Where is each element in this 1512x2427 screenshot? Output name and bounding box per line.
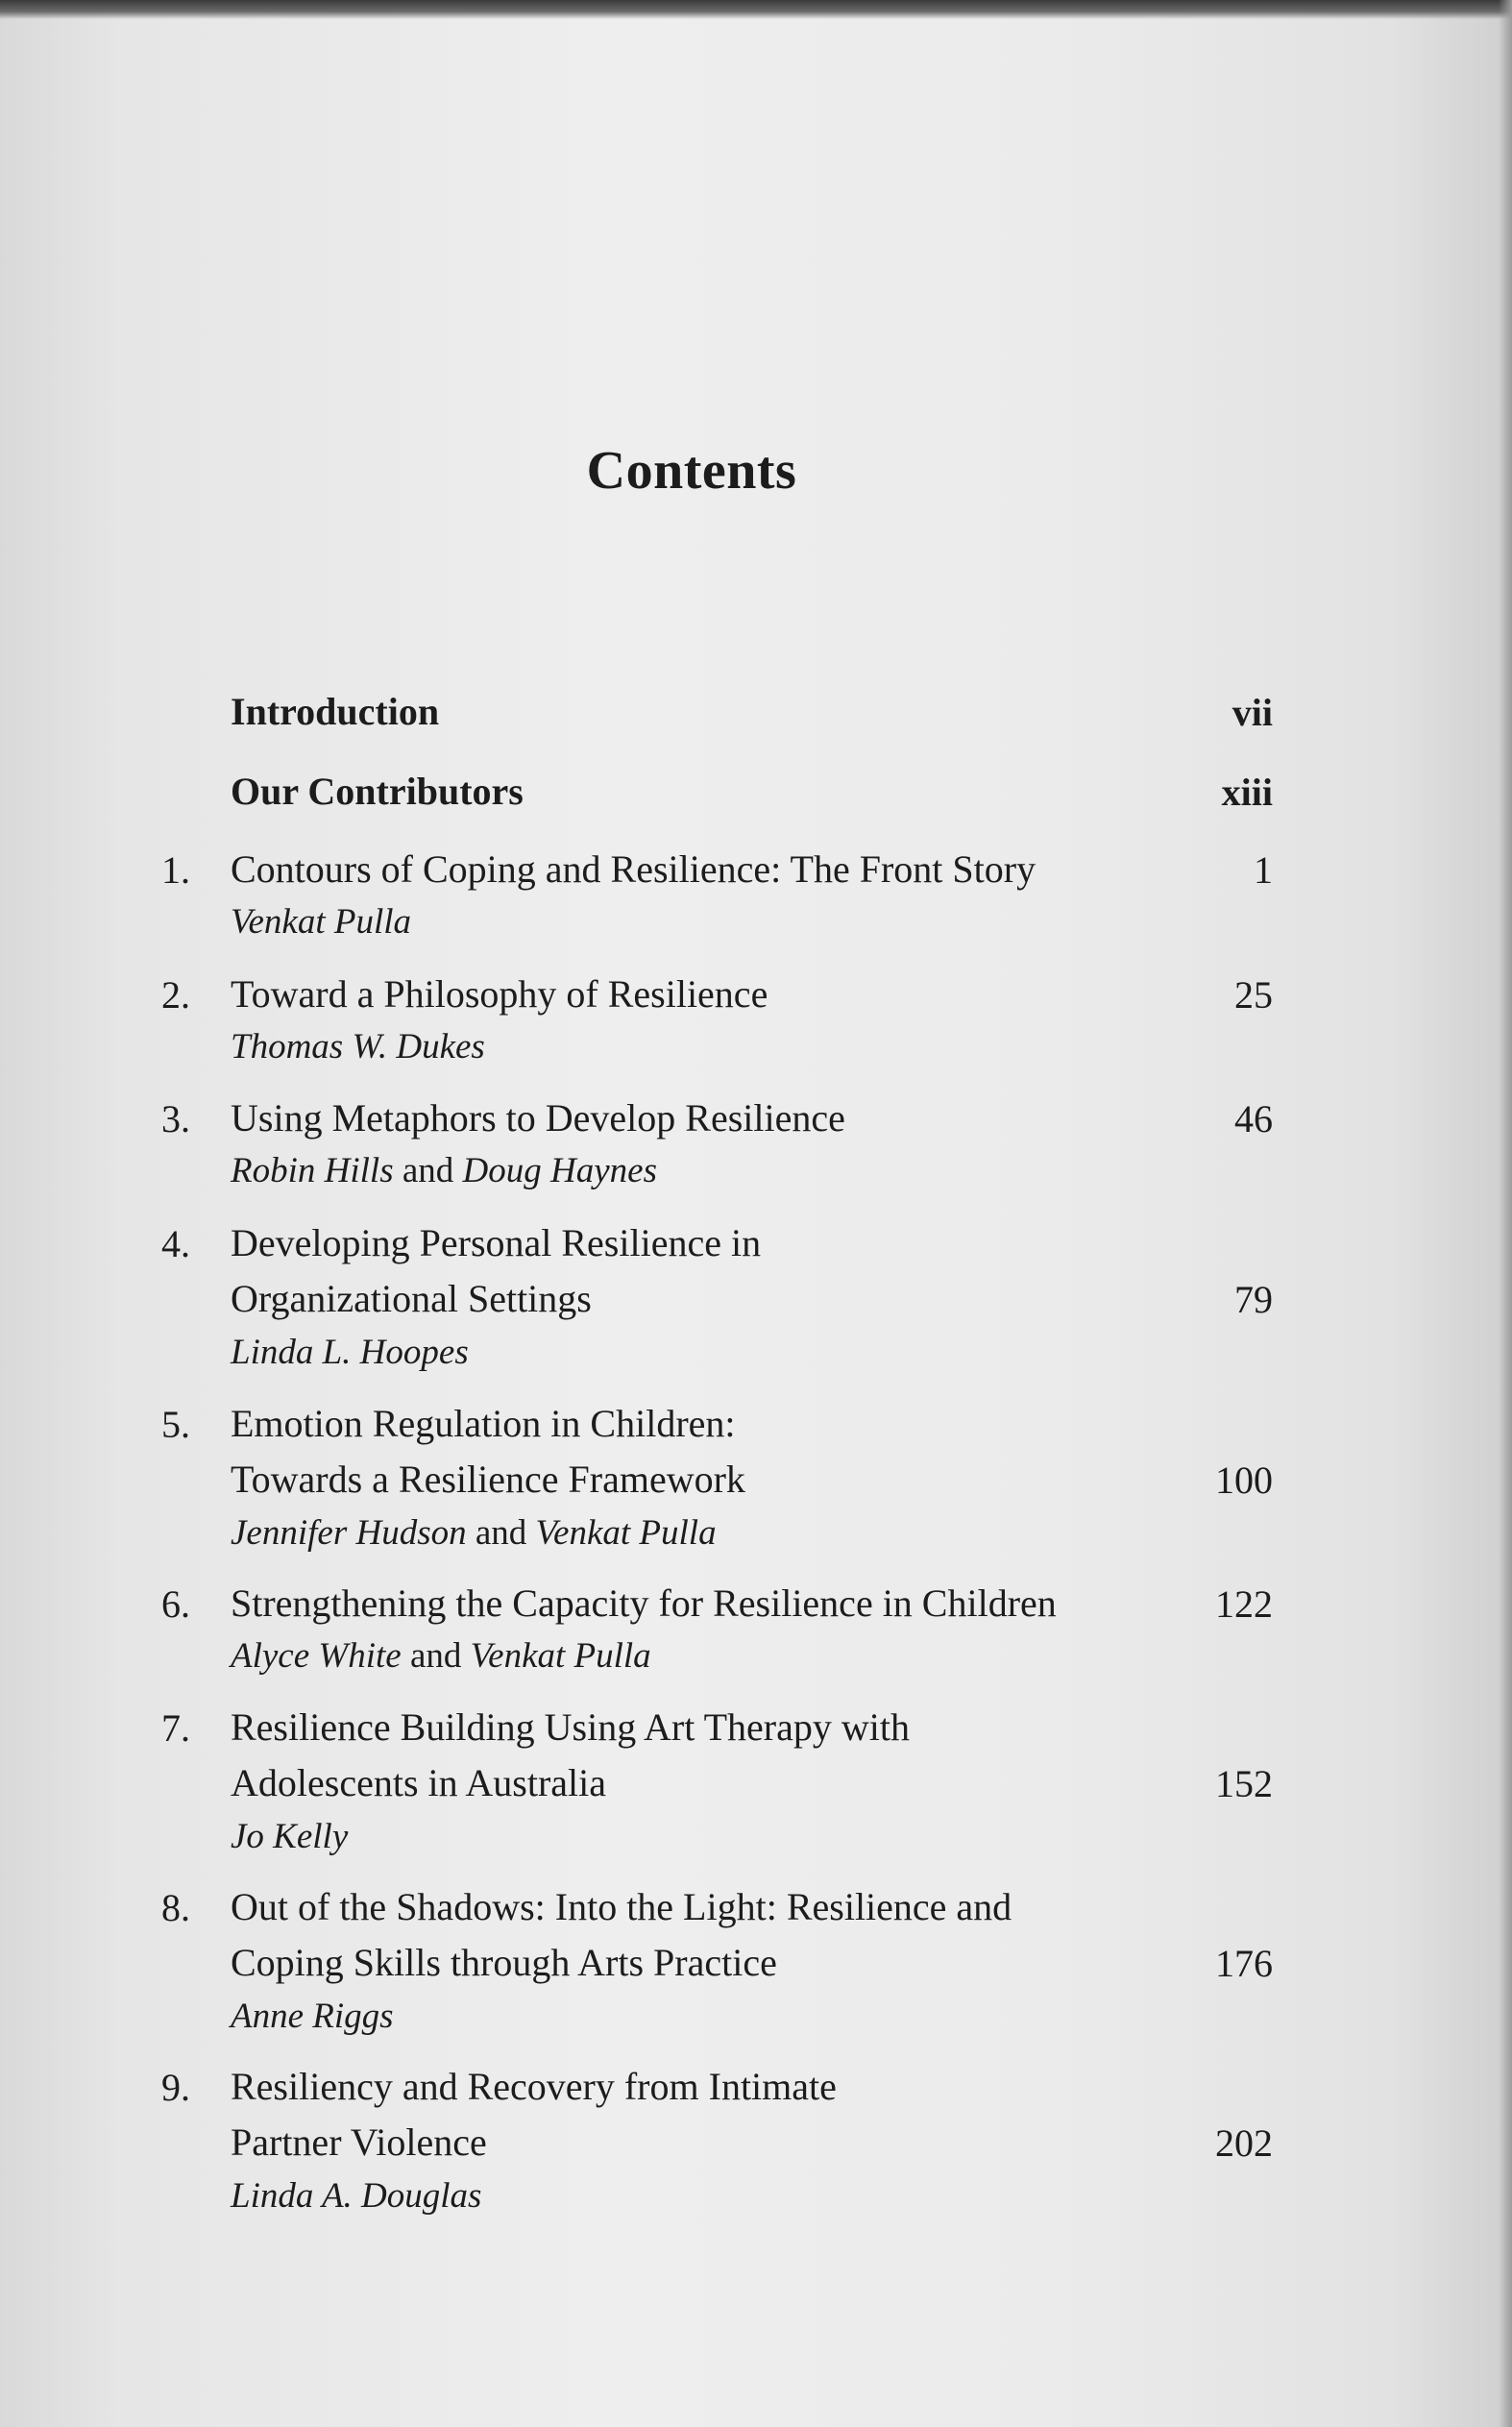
chapter-page: 202 <box>1215 2121 1273 2165</box>
chapter-page: 1 <box>1254 848 1273 892</box>
author-name: Robin Hills <box>231 1151 394 1190</box>
chapter-title-line: Resilience Building Using Art Therapy with <box>231 1705 910 1749</box>
toc-entry-title: Introduction <box>231 690 440 733</box>
author-name: Linda A. Douglas <box>231 2176 482 2216</box>
chapter-number: 5. <box>161 1403 190 1446</box>
chapter-number: 7. <box>161 1706 190 1750</box>
author-separator: and <box>402 1151 454 1190</box>
chapter-title-line: Coping Skills through Arts Practice <box>231 1941 777 1984</box>
author-name: Venkat Pulla <box>535 1513 717 1553</box>
author-name: Anne Riggs <box>231 1997 394 2036</box>
chapter-title-line: Strengthening the Capacity for Resilience in Children <box>231 1581 1057 1625</box>
chapter-number: 9. <box>161 2066 190 2109</box>
chapter-title-line: Organizational Settings <box>231 1277 592 1320</box>
chapter-title-line: Adolescents in Australia <box>231 1761 607 1804</box>
author-name: Doug Haynes <box>462 1151 657 1190</box>
chapter-authors <box>231 1512 717 1554</box>
chapter-number: 6. <box>161 1582 190 1626</box>
page-shadow-top <box>0 0 1512 19</box>
author-name: Thomas W. Dukes <box>231 1027 485 1066</box>
chapter-number: 3. <box>161 1097 190 1140</box>
chapter-title-line: Out of the Shadows: Into the Light: Resilience and <box>231 1885 1012 1928</box>
chapter-title-line: Contours of Coping and Resilience: The Front Story <box>231 847 1036 891</box>
chapter-title-line: Toward a Philosophy of Resilience <box>231 972 768 1016</box>
chapter-title-line: Using Metaphors to Develop Resilience <box>231 1096 845 1140</box>
chapter-page: 46 <box>1234 1097 1273 1140</box>
chapter-number: 4. <box>161 1222 190 1265</box>
toc-entry-page: vii <box>1232 691 1273 734</box>
author-name: Venkat Pulla <box>470 1636 651 1676</box>
author-name: Venkat Pulla <box>231 902 412 942</box>
chapter-page: 122 <box>1215 1582 1273 1626</box>
toc-entry-title: Our Contributors <box>231 770 524 813</box>
chapter-page: 176 <box>1215 1942 1273 1985</box>
author-name: Linda L. Hoopes <box>231 1333 469 1372</box>
chapter-authors <box>231 1150 657 1191</box>
chapter-authors <box>231 1332 469 1373</box>
chapter-title-line: Emotion Regulation in Children: <box>231 1402 736 1445</box>
chapter-authors <box>231 1996 394 2037</box>
author-name: Jo Kelly <box>231 1817 349 1856</box>
chapter-page: 79 <box>1234 1278 1273 1321</box>
chapter-page: 25 <box>1234 973 1273 1017</box>
chapter-authors <box>231 2175 481 2217</box>
author-separator: and <box>475 1513 527 1553</box>
chapter-title-line: Developing Personal Resilience in <box>231 1221 762 1264</box>
page-shadow-right <box>1499 0 1512 2427</box>
chapter-title-line: Resiliency and Recovery from Intimate <box>231 2065 837 2108</box>
chapter-authors <box>231 901 411 943</box>
chapter-authors <box>231 1816 348 1857</box>
chapter-title-line: Partner Violence <box>231 2121 487 2164</box>
chapter-title-line: Towards a Resilience Framework <box>231 1458 745 1501</box>
chapter-authors <box>231 1635 651 1677</box>
chapter-number: 8. <box>161 1886 190 1929</box>
chapter-number: 1. <box>161 848 190 892</box>
chapter-authors <box>231 1026 485 1067</box>
author-separator: and <box>409 1636 462 1676</box>
chapter-number: 2. <box>161 973 190 1017</box>
chapter-page: 100 <box>1215 1459 1273 1502</box>
author-name: Alyce White <box>231 1636 402 1676</box>
author-name: Jennifer Hudson <box>231 1513 467 1553</box>
page-title: Contents <box>586 441 797 501</box>
toc-entry-page: xiii <box>1221 771 1273 814</box>
chapter-page: 152 <box>1215 1762 1273 1805</box>
